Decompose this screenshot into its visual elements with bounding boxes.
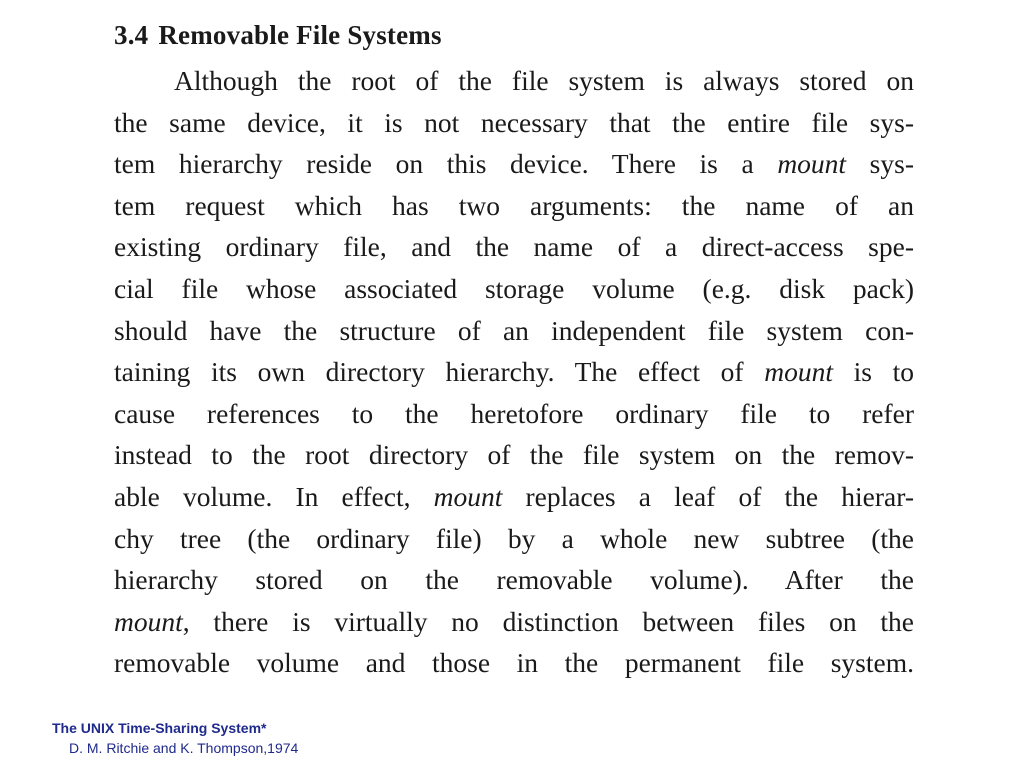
text-run: Although the root of the file system is always stored on xyxy=(174,65,914,96)
text-run: instead to the root directory of the file system on the remov- xyxy=(114,439,914,471)
text-run: sys- xyxy=(846,148,914,180)
text-run: cause references to the heretofore ordinary file to refer xyxy=(114,397,914,429)
paragraph-line xyxy=(114,351,914,393)
italic-term: mount xyxy=(764,356,833,388)
text-run: removable volume and those in the permanent file system. xyxy=(114,647,914,679)
text-run: is to xyxy=(832,356,914,388)
text-run: hierarchy stored on the removable volume). After the xyxy=(114,564,914,596)
paragraph-line xyxy=(114,642,914,684)
paragraph-line xyxy=(114,310,914,352)
text-run: taining its own directory hierarchy. The effect of xyxy=(114,356,765,388)
italic-term: mount xyxy=(114,605,183,637)
text-run: the same device, it is not necessary that the entire file sys- xyxy=(114,106,914,138)
section-title: Removable File Systems xyxy=(158,20,442,50)
section-heading xyxy=(114,18,914,52)
text-run: chy tree (the ordinary file) by a whole new subtree (the xyxy=(114,522,914,554)
section-number: 3.4 xyxy=(114,20,149,50)
paragraph-line xyxy=(114,143,914,185)
paragraph-line xyxy=(114,434,914,476)
paragraph-line xyxy=(114,60,914,102)
paragraph-line xyxy=(114,601,914,643)
scanned-excerpt xyxy=(114,18,914,684)
italic-term: mount xyxy=(433,480,503,512)
text-run: able volume. In effect, xyxy=(114,480,434,512)
paragraph-line xyxy=(114,393,914,435)
text-run: existing ordinary file, and the name of a direct-access spe- xyxy=(114,231,914,263)
paragraph-line xyxy=(114,226,914,268)
citation-authors: D. M. Ritchie and K. Thompson,1974 xyxy=(69,740,299,756)
italic-term: mount xyxy=(777,148,847,180)
text-run: , there is virtually no distinction between files on the xyxy=(182,605,914,637)
paragraph-line xyxy=(114,476,914,518)
paragraph-line xyxy=(114,518,914,560)
paragraph-line xyxy=(114,268,914,310)
text-run: cial file whose associated storage volume (e.g. disk pack) xyxy=(114,272,914,304)
text-run: replaces a leaf of the hierar- xyxy=(502,480,914,512)
text-run: tem hierarchy reside on this device. There is a xyxy=(114,148,778,180)
text-run: should have the structure of an independent file system con- xyxy=(114,314,914,346)
text-run: tem request which has two arguments: the name of an xyxy=(114,189,914,221)
paragraph-line xyxy=(114,185,914,227)
paragraph-line xyxy=(114,559,914,601)
paragraph xyxy=(114,60,914,684)
paragraph-line xyxy=(114,102,914,144)
citation-title: The UNIX Time-Sharing System* xyxy=(52,720,267,736)
citation xyxy=(52,718,298,758)
